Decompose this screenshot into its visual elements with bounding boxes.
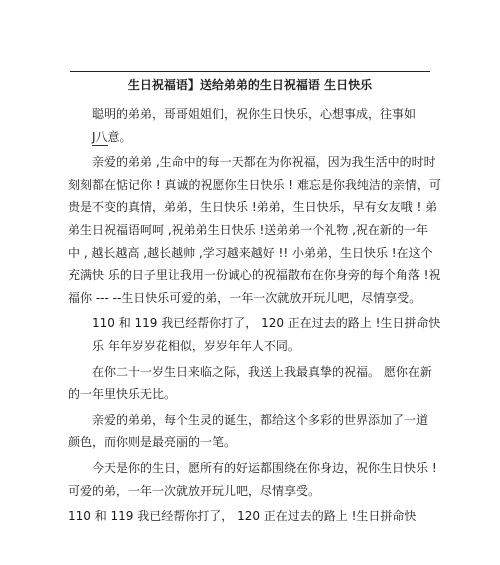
text-line: 充满快 乐的日子里让我用一份诚心的祝福散布在你身旁的每个角落 !祝 xyxy=(68,268,441,283)
text-line: 贵是不变的真情，弟弟，生日快乐 !弟弟，生日快乐，早有女友哦 ! 弟 xyxy=(68,200,438,215)
text-line: 可爱的弟，一年一次就放开玩儿吧，尽情享受。 xyxy=(68,483,321,498)
paragraph xyxy=(68,505,448,528)
paragraph xyxy=(68,361,448,406)
text-line: 亲爱的弟弟 ,生命中的每一天都在为你祝福，因为我生活中的时时 xyxy=(92,155,436,170)
text-line: 福你 --- --生日快乐可爱的弟，一年一次就放开玩儿吧，尽情享受。 xyxy=(68,290,422,305)
paragraph xyxy=(68,457,448,502)
text-line: 的一年里快乐无比。 xyxy=(68,387,177,402)
text-line: 110 和 119 我已经帮你打了， 120 正在过去的路上 !生日拼命快 xyxy=(68,509,417,524)
text-line: 今天是你的生日，愿所有的好运都围绕在你身边，祝你生日快乐 ! xyxy=(92,460,437,475)
text-line: 刻刻都在惦记你 ! 真诚的祝愿你生日快乐 ! 难忘是你我纯洁的亲情，可 xyxy=(68,177,441,192)
text-line: 亲爱的弟弟，每个生灵的诞生，都给这个多彩的世界添加了一道 xyxy=(92,412,429,427)
text-line: 在你二十一岁生日来临之际，我送上我最真挚的祝福。 愿你在新 xyxy=(92,364,432,379)
header-rule xyxy=(70,71,430,72)
paragraph xyxy=(68,409,448,454)
text-line: 中 , 越长越高 ,越长越帅 ,学习越来越好 !! 小弟弟，生日快乐 !在这个 xyxy=(68,245,433,260)
text-line: 110 和 119 我已经帮你打了， 120 正在过去的路上 !生日拼命快 xyxy=(92,316,441,331)
page-title: 生日祝福语】送给弟弟的生日祝福语 生日快乐 xyxy=(127,78,373,92)
text-line: 弟生日祝福语呵呵 ,祝弟弟生日快乐 !送弟弟一个礼物 ,祝在新的一年 xyxy=(68,222,428,237)
text-line: 颜色，而你则是最亮丽的一笔。 xyxy=(68,435,237,450)
text-line: 聪明的弟弟，哥哥姐姐们，祝你生日快乐，心想事成，往事如 xyxy=(92,107,417,121)
document-body xyxy=(68,103,448,528)
text-line xyxy=(68,126,448,149)
paragraph xyxy=(68,151,448,309)
text-line: 乐 年年岁岁花相似，岁岁年年人不同。 xyxy=(92,338,300,353)
text-fragment: 意。 xyxy=(107,129,132,144)
paragraph xyxy=(68,312,448,357)
underlined-fragment: J八 xyxy=(92,129,108,144)
paragraph xyxy=(68,103,448,148)
